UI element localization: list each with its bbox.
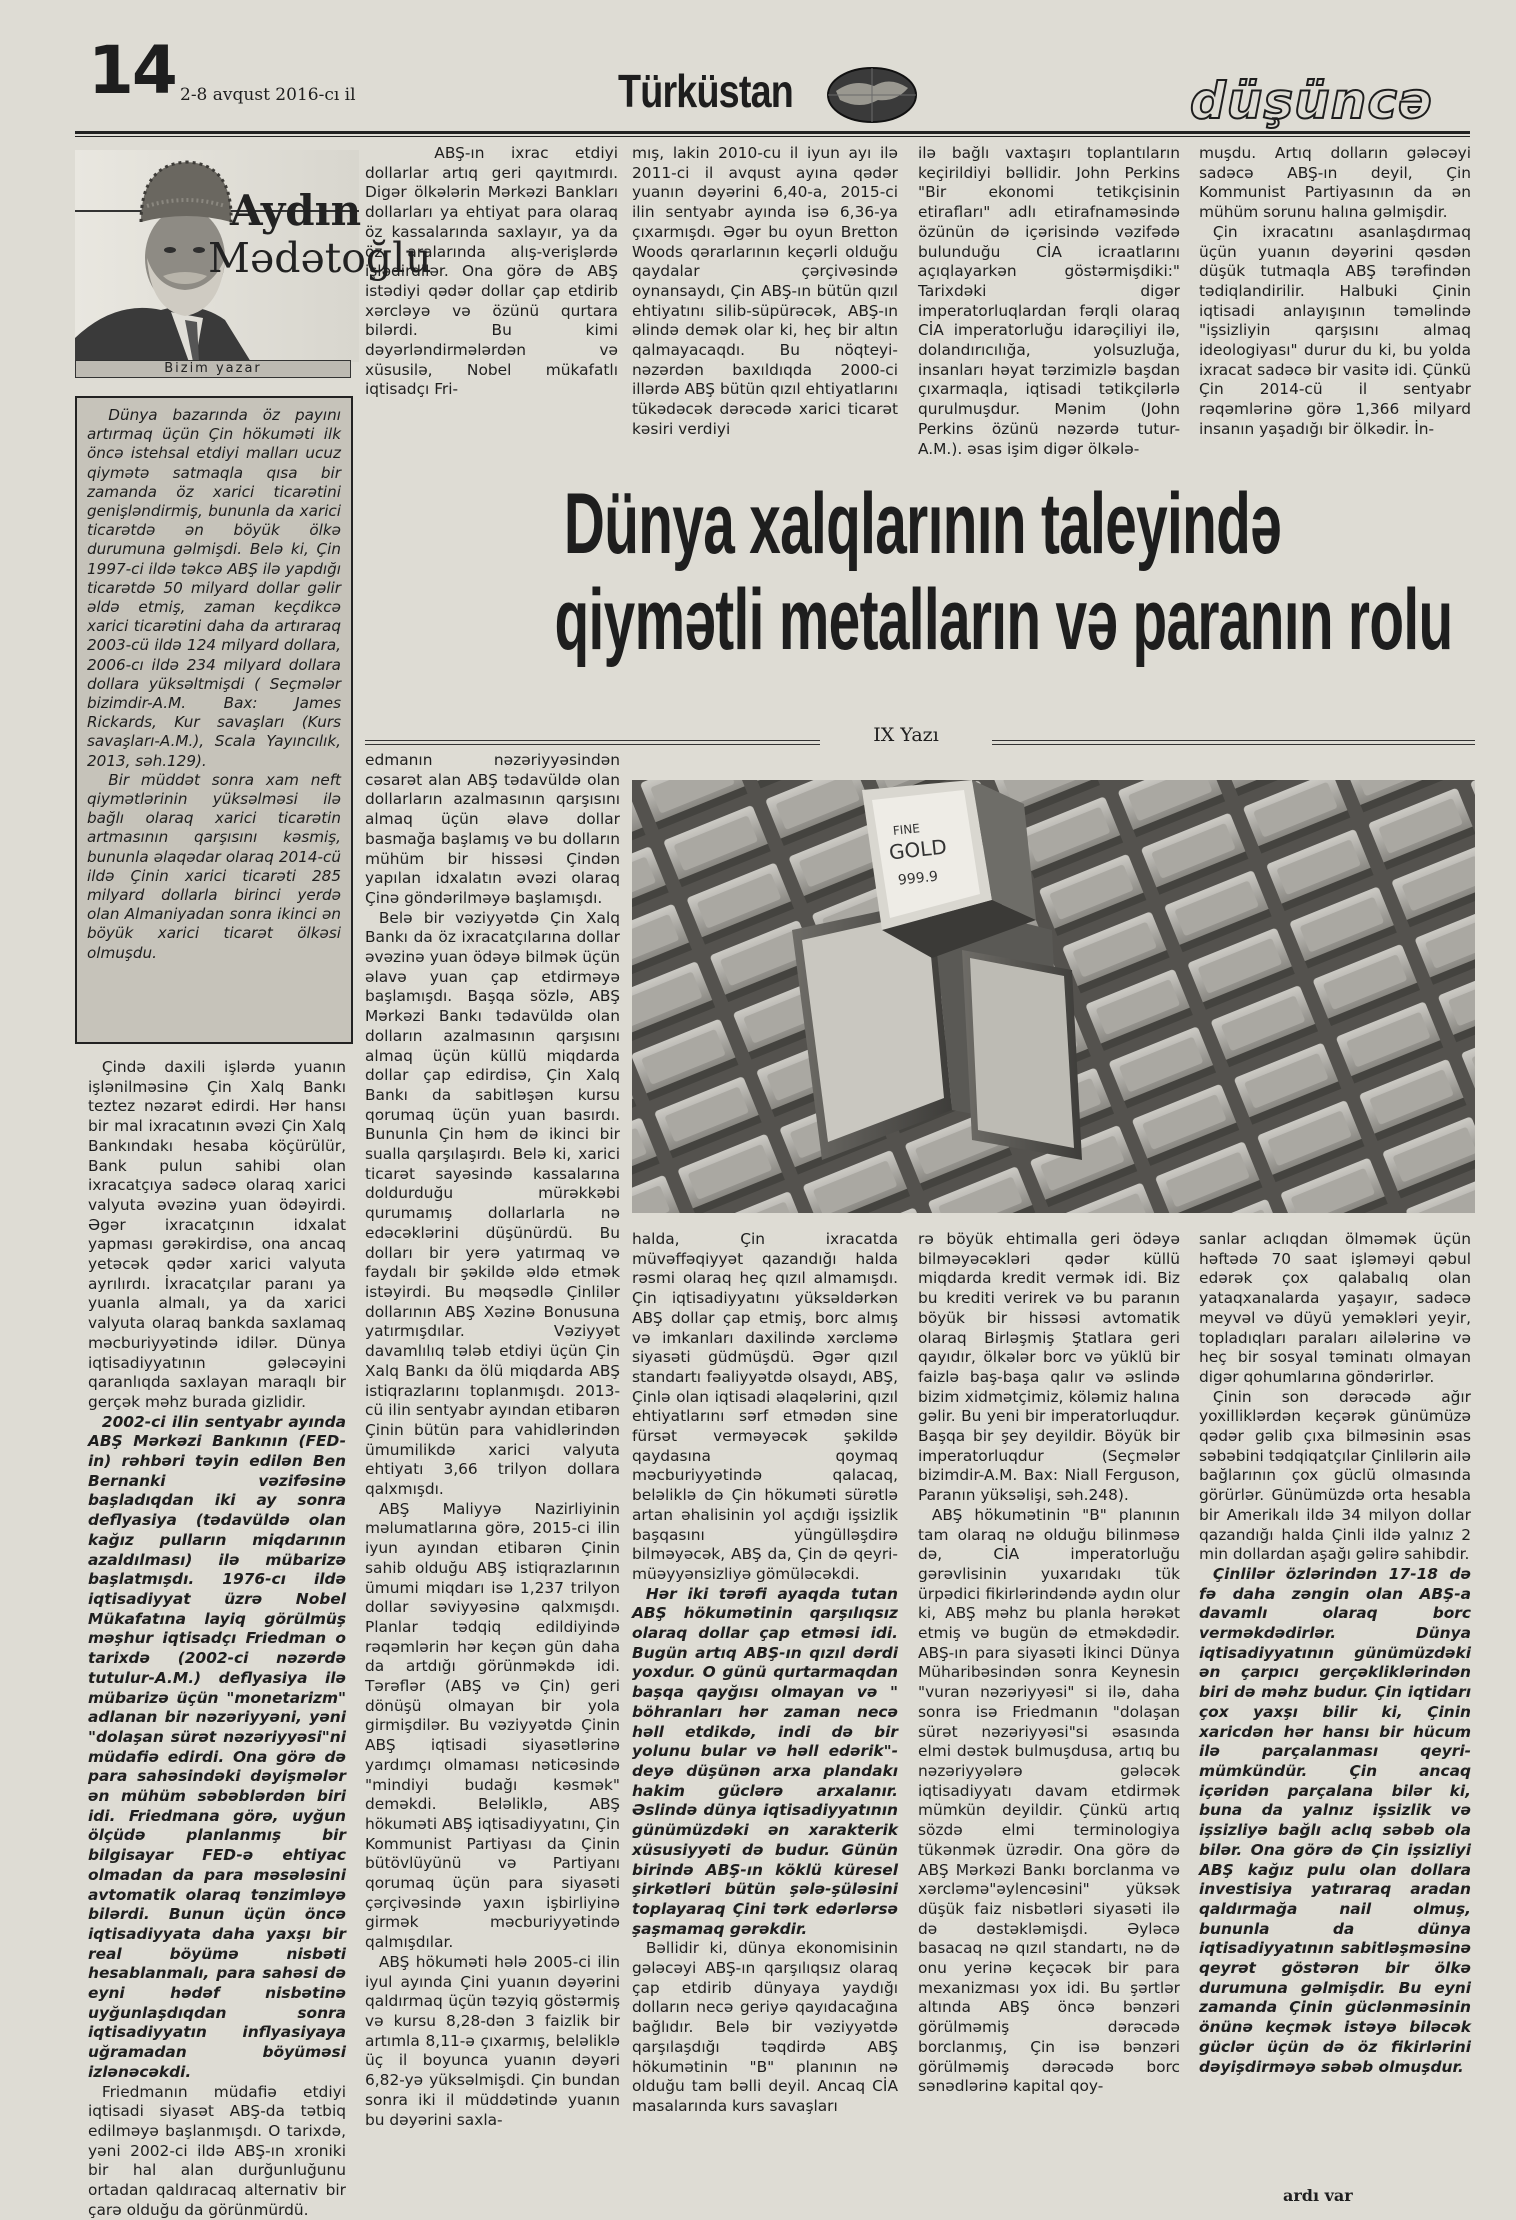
- paragraph: ilə bağlı vaxtaşırı toplantıların keçirildiyi bəllidir. John Perkins "Bir ekonomi tetikçisinin etirafları" adlı etirafnaməsində özünün də içərisində vəzifədə bulunduğu CİA icraatlarını açıqlayarkən göstərmişdiki:" Tarixdəki digər imperatorluqlardan fərqli olaraq CİA imperatorluğu idarəçiliyi ilə, dolandırıcılığa, yolsuzluğa, insanları həyat tərzimizlə başdan çıxarmaqla, iqtisadi tətikçilərlə qurulmuşdur. Mənim (John Perkins özünü nəzərdə tutur-A.M.). əsas işim digər ölkələ-: [918, 144, 1180, 458]
- newspaper-title: Türküstan: [618, 65, 793, 117]
- paragraph: Friedmanın müdafiə etdiyi iqtisadi siyasət ABŞ-da tətbiq edilməyə başlanmışdı. O tarixdə, yəni 2002-ci ildə ABŞ-ın xroniki bir hal alan durğunluğunu ortadan qaldıracaq alternativ bir çarə olduğu da görünmürdü.: [88, 2082, 346, 2219]
- bar-label-purity: 999.9: [897, 868, 939, 889]
- top-rule-thin: [75, 136, 1470, 137]
- lower-column-4: [1199, 1230, 1471, 2180]
- paragraph: ABŞ hökumətinin "B" planının tam olaraq nə olduğu bilinməsə də, CİA imperatorluğu gərəvlisinin yuxarıdakı tük ürpədici fikirlərindəndə aydın olur ki, ABŞ məhz bu planla hərəkət etmiş və bugün də etməkdədir. ABŞ-ın para siyasəti İkinci Dünya Müharibəsindən sonra Keynesin "vuran nəzəriyyəsi" si ilə, daha sonra isə Friedmanın "dolaşan sürət nəzəriyyəsi"si əsasında elmi dəstək bulmuşdusa, artıq bu nəzəriyyələrə gələcək iqtisadiyyatı davam etdirmək mümkün deyildir. Çünkü artıq sözdə elmi terminologiya tükənmək üzrədir. Ona görə də ABŞ Mərkəzi Bankı borclanma və xərcləmə"əylencəsini" yüksək düşük faiz nisbətləri siyasəti ilə də dəstəkləmişdi. Əyləcə basacaq nə qızıl standartı, nə də onu yerinə keçəcək bir para mexanizması yox idi. Bu şərtlər altında ABŞ öncə bənzəri görülməmiş dərəcədə borclanmış, Çin isə bənzəri görülməmiş dərəcədə borc sənədlərinə kapital qoy-: [918, 1505, 1180, 2096]
- globe-logo-icon: [826, 66, 918, 124]
- top-rule: [75, 131, 1470, 134]
- left-lower-column: [88, 1058, 346, 2219]
- paragraph: Çin ixracatını asanlaşdırmaq üçün yuanın dəyərini qəsdən düşük tutmaqla ABŞ tərəfindən tədiqlandirilir. Halbuki Çinin iqtisadi anlayışının təməlində "işsizliyin qarşısını almaq ideologiyası" durur du ki, bu yolda ixracat sadəcə bir vasitə idi. Çünkü Çin 2014-cü il sentyabr rəqəmlərinə görə 1,366 milyard insanın yaşadığı bir ölkədir. İn-: [1199, 222, 1471, 438]
- lower-column-3: [918, 1230, 1180, 2198]
- paragraph: mış, lakin 2010-cu il iyun ayı ilə 2011-ci il avqust ayına qədər yuanın dəyərini 6,40-a, 2015-ci ilin sentyabr ayında isə 6,36-ya çıxarmışdı. Əgər bu oyun Bretton Woods qərarlarının keçərli olduğu qaydalar çərçivəsində oynansaydı, Çin ABŞ-ın bütün qızıl ehtiyatını silib-süpürəcək, ABŞ-ın əlində demək olar ki, heç bir altın qalmayacaqdı. Bu nöqteyi-nəzərdən baxıldıqda 2000-ci illərdə ABŞ bütün qızıl ehtiyatlarını tükədəcək dərəcədə xarici ticarət kəsiri verdiyi: [632, 144, 898, 438]
- paragraph: ABŞ-ın ixrac etdiyi dollarlar artıq geri qayıtmırdı. Digər ölkələrin Mərkəzi Bankları dollarları ya ehtiyat para olaraq öz kassalarında saxlayır, ya da öz aralarında alış-verişlərdə işlədirdilər. Ona görə də ABŞ istədiyi qədər dollar çap etdirib xərcləyə və özünü qurtara bilərdi. Bu kimi dəyərləndirmələrdən və xüsusilə, Nobel mükafatlı iqtisadçı Fri-: [365, 144, 618, 399]
- pullquote-paragraph: Dünya bazarında öz payını artırmaq üçün Çin hökuməti ilk öncə istehsal etdiyi malları ucuz qiymətə satmaqla qısa bir zamanda öz xarici ticarətini genişləndirmiş, bununla da xarici ticarətdə ən böyük ölkə durumuna gəlmişdi. Belə ki, Çin 1997-ci ildə təkcə ABŞ ilə yapdığı ticarətdə 50 milyard dollar gəlir əldə etmiş, zaman keçdikcə xarici ticarətini daha da artıraraq 2003-cü ildə 124 milyard dollara, 2006-cı ildə 234 milyard dollara dollara yüksəltmişdi ( Seçmələr bizimdir-A.M. Bax: James Rickards, Kur savaşları (Kurs savaşları-A.M.), Scala Yayıncılık, 2013, səh.129).: [87, 406, 341, 770]
- author-last-name: Mədətoğlu: [208, 234, 432, 282]
- issue-date: 2-8 avqust 2016-cı il: [180, 85, 356, 105]
- author-role: Bizim yazar: [75, 360, 351, 378]
- bar-label-gold: GOLD: [887, 834, 948, 865]
- paragraph-emphasis: Hər iki tərəfi ayaqda tutan ABŞ hökumətinin qarşılıqsız olaraq dollar çap etməsi idi. Bugün artıq ABŞ-ın qızıl dərdi yoxdur. O günü qurtarmaqdan başqa qayğısı olmayan və " böhranları hər zaman necə həll etdikdə, indi də bir yolunu bular və həll edərik"- deyə düşünən arxa plandakı hakim güclərə arxalanır. Əslində dünya iqtisadiyyatının günümüzdəki ən xarakterik xüsusiyyəti də budur. Günün birində ABŞ-ın köklü küresel şirkətləri bütün şələ-şüləsini toplayaraq Çini tərk edərlərsə şaşmamaq gərəkdir.: [632, 1584, 898, 1938]
- page-number: 14: [88, 32, 176, 109]
- paragraph-emphasis: 2002-ci ilin sentyabr ayında ABŞ Mərkəzi Bankının (FED-in) rəhbəri təyin edilən Ben Bernanki vəzifəsinə başladıqdan iki ay sonra deflyasiya (tədavüldə olan kağız pulların miqdarının azaldılması) ilə mübarizə başlatmışdı. 1976-cı ildə iqtisadiyyat üzrə Nobel Mükafatına layiq görülmüş məşhur iqtisadçı Friedman o tarixdə (2002-ci nəzərdə tutulur-A.M.) deflyasiya ilə mübarizə üçün "monetarizm" adlanan bir nəzəriyyəni, yəni "dolaşan sürət nəzəriyyəsi"ni müdafiə edirdi. Ona görə də para sahəsindəki dəyişmələr ən mühüm səbəblərdən biri idi. Friedmana görə, uyğun ölçüdə planlanmış bir bilgisayar FED-ə ehtiyac olmadan da para məsələsini avtomatik olaraq tənzimləyə bilərdi. Bunun üçün öncə iqtisadiyyata daha yaxşı bir real böyümə nisbəti hesablanmalı, para sahəsi də eyni hədəf nisbətinə uyğunlaşdıqdan sonra iqtisadiyyatın inflyasiyaya uğramadan böyüməsi izlənəcəkdi.: [88, 1412, 346, 2081]
- author-first-name: Aydın: [230, 186, 362, 235]
- paragraph: Belə bir vəziyyətdə Çin Xalq Bankı da öz ixracatçılarına dollar əvəzinə yuan ödəyə bilmək üçün əlavə yuan çap etdirməyə başlamışdı. Başqa sözlə, ABŞ Mərkəzi Bankı tədavüldə olan dolların azalmasının qarşısını almaq üçün küllü miqdarda dollar çap edirdisə, Çin Xalq Bankı da sabitləşən kursu qorumaq üçün yuan basırdı. Bununla Çin həm də ikinci bir sualla qarşılaşırdı. Belə ki, xarici ticarət sayəsində kassalarına doldurduğu mürəkkəbi qurumamış dollarlarla nə edəcəklərini düşünürdü. Bu dolları bir yerə yatırmaq və faydalı bir şəkildə əldə etmək istəyirdi. Bu məqsədlə Çinlilər dollarının ABŞ Xəzinə Bonusuna yatırmışdılar. Vəziyyət davamlılıq tələb etdiyi üçün Çin Xalq Bankı da ölü miqdarda ABŞ istiqrazlarını toplanmışdı. 2013-cü ilin sentyabr ayından etibarən Çinin bütün para vahidlərindən ümumilikdə xarici valyuta ehtiyatı 3,66 trilyon dollara qalxmışdı.: [365, 908, 620, 1499]
- paragraph: ABŞ hökuməti hələ 2005-ci ilin iyul ayında Çini yuanın dəyərini qaldırmaq üçün təzyiq göstərmiş və kursu 8,28-dən 3 faizlik bir artımla 8,11-ə çıxarmış, beləliklə üç il boyunca yuanın dəyəri 6,82-yə yüksəlmişdi. Çin bundan sonra iki il müddətində yuanın bu dəyərini saxla-: [365, 1952, 620, 2129]
- part-rule-right-2: [992, 744, 1475, 745]
- top-column-1: [365, 144, 618, 454]
- article-part: IX Yazı: [873, 724, 939, 746]
- paragraph-emphasis: Çinlilər özlərindən 17-18 də fə daha zəngin olan ABŞ-a davamlı olaraq borc verməkdədirlər. Dünya iqtisadiyyatının günümüzdəki ən çarpıcı gerçəkliklərindən biri də məhz budur. Çin iqtidarı çox yaxşı bilir ki, Çinin xaricdən hər hansı bir hücum ilə parçalanması qeyri-mümkündür. Çin ancaq içəridən parçalana bilər ki, buna da yalnız işsizlik və işsizliyə bağlı aclıq səbəb ola bilər. Ona görə də Çin işsizliyi ABŞ kağız pulu olan dollara investisiya yatıraraq aradan qaldırmağa nail olmuş, bununla da dünya iqtisadiyyatının sabitləşməsinə qeyrət göstərən bir ölkə durumuna gəlmişdir. Bu eyni zamanda Çinin güclənməsinin önünə keçmək istəyə biləcək güclər üçün də öz fikirlərini dəyişdirməyə səbəb olmuşdur.: [1199, 1564, 1471, 2076]
- paragraph: muşdu. Artıq dolların gələcəyi sadəcə ABŞ-ın deyil, Çin Kommunist Partiyasının da ən mühüm sorunu halına gəlmişdir.: [1199, 144, 1471, 222]
- headline-line-1: Dünya xalqlarının taleyində: [563, 476, 1282, 572]
- middle-column: [365, 751, 620, 2198]
- lower-column-2: [632, 1230, 898, 2198]
- top-column-2: [632, 144, 898, 454]
- top-column-3: [918, 144, 1180, 458]
- part-rule-right: [992, 740, 1475, 741]
- pullquote-box: [75, 396, 353, 1044]
- part-rule-left: [365, 740, 820, 741]
- gold-bars-image: [632, 780, 1475, 1213]
- section-tag: düşüncə: [1190, 72, 1433, 130]
- part-rule-left-2: [365, 744, 820, 745]
- continuation-note: ardı var: [1283, 2186, 1353, 2205]
- paragraph: rə böyük ehtimalla geri ödəyə bilməyəcəkləri qədər küllü miqdarda kredit vermək idi. Biz bu krediti verirek və bu paranın böyük bir hissəsi avtomatik olaraq Birləşmiş Ştatlara geri qayıdır, ölkələr borc və yüklü bir faizlə baş-başa qalır və əslində bizim xidmətçimiz, köləmiz halına gəlir. Bu yeni bir imperatorluqdur. Başqa bir şey deyildir. Böyük bir imperatorluqdur (Seçmələr bizimdir-A.M. Bax: Niall Ferguson, Paranın yüksəlişi, səh.248).: [918, 1230, 1180, 1505]
- paragraph: halda, Çin ixracatda müvəffəqiyyət qazandığı halda rəsmi olaraq heç qızıl almamışdı. Çin iqtisadiyyatını yüksəldərkən ABŞ dollar çap etmiş, borc almış və imkanları daxilində xərcləmə siyasəti güdmüşdü. Əgər qızıl standartı fəaliyyətdə olsaydı, ABŞ, Çinlə olan iqtisadi əlaqələrini, qızıl ehtiyatlarını sərf etmədən sine fürsət verməyəcək şəkildə qaydasına qoymaq məcburiyyətində qalacaq, beləliklə də Çin hökuməti sürətlə artan əhalisinin yol açdığı işsizlik başqasını yüngülləşdirə bilməyəcək, ABŞ da, Çin də qeyri-müəyyənsizliyə gömüləcəkdi.: [632, 1230, 898, 1583]
- paragraph: Çində daxili işlərdə yuanın işlənilməsinə Çin Xalq Bankı teztez nəzarət edirdi. Hər hansı bir mal ixracatının əvəzi Çin Xalq Bankındakı hesaba köçürülür, Bank pulun sahibi olan ixracatçıya sadəcə olaraq xarici valyuta əvəzinə yuan ödəyirdi. Əgər ixracatçının idxalat yapması gərəkirdisə, ona ancaq yetəcək qədər xarici valyuta ayrılırdı. İxracatçılar paranı ya yuanla almalı, ya da xarici valyuta olaraq bankda saxlamaq məcburiyyətində idilər. Dünya iqtisadiyyatının gələcəyini qaranlıqda saxlayan maraqlı bir gerçək məhz burada gizlidir.: [88, 1058, 346, 1411]
- bar-label-fine: FINE: [892, 821, 921, 838]
- top-column-4: [1199, 144, 1471, 454]
- headline-line-2: qiymətli metalların və paranın rolu: [554, 572, 1453, 668]
- paragraph: edmanın nəzəriyyəsindən cəsarət alan ABŞ tədavüldə olan dollarların azalmasının qarşısını almaq üçün əlavə dollar basmağa başlamış və bu dolların mühüm bir hissəsi Çindən yapılan idxalatın əvəzi olaraq Çinə göndərilməyə başlamışdı.: [365, 751, 620, 907]
- pullquote-paragraph: Bir müddət sonra xam neft qiymətlərinin yüksəlməsi ilə bağlı olaraq xarici ticarətin artmasının qarşısını kəsmiş, bununla əlaqədar olaraq 2014-cü ildə Çinin xarici ticarəti 285 milyard dollarla birinci yerdə olan Almaniyadan sonra ikinci ən böyük xarici ticarət ölkəsi olmuşdu.: [87, 770, 341, 962]
- gold-bars-illustration: [632, 780, 1475, 1213]
- paragraph: Çinin son dərəcədə ağır yoxilliklərdən keçərək günümüzə qədər gəlib çıxa bilməsinin əsas səbəbini tədqiqatçılar Çinlilərin ailə bağlarının çox güclü olmasında görürlər. Günümüzdə orta hesabla bir Amerikalı ildə 34 milyon dollar qazandığı halda Çinli ildə yalnız 2 min dollardan aşağı gəlirə sahibdir.: [1199, 1387, 1471, 1564]
- paragraph: Bəllidir ki, dünya ekonomisinin gələcəyi ABŞ-ın qarşılıqsız olaraq çap etdirib dünyaya yaydığı dolların necə geriyə qayıdacağına bağlıdır. Belə bir vəziyyətdə qarşılaşdığı təqdirdə ABŞ hökumətinin "B" planının nə olduğu tam bəlli deyil. Ancaq CİA masalarında kurs savaşları: [632, 1939, 898, 2115]
- paragraph: ABŞ Maliyyə Nazirliyinin məlumatlarına görə, 2015-ci ilin iyun ayından etibarən Çinin sahib olduğu ABŞ istiqrazlarının ümumi miqdarı isə 1,237 trilyon dollar səviyyəsinə qalxmışdı. Planlar tədqiq edildiyində rəqəmlərin hər keçən gün daha da artdığı görünməkdə idi. Tərəflər (ABŞ və Çin) geri dönüşü olmayan bir yola girmişdilər. Bu vəziyyətdə Çinin ABŞ iqtisadi siyasətlərinə yardımçı olmaması nəticəsində "mindiyi budağı kəsmək" deməkdi. Beləliklə, ABŞ hökuməti ABŞ iqtisadiyyatını, Çin Kommunist Partiyası da Çinin bütövlüyünü və Partiyanı qorumaq üçün para siyasəti çərçivəsində yaxın işbirliyinə girmək məcburiyyətində qalmışdılar.: [365, 1499, 620, 1952]
- paragraph: sanlar aclıqdan ölməmək üçün həftədə 70 saat işləməyi qəbul edərək çox qalabalıq olan yataqxanalarda yaşayır, sadəcə meyvəl və düyü yeməkləri yeyir, topladıqları paraları ailələrinə və heç bir sosyal təminatı olmayan digər qohumlarına göndərirlər.: [1199, 1230, 1471, 1386]
